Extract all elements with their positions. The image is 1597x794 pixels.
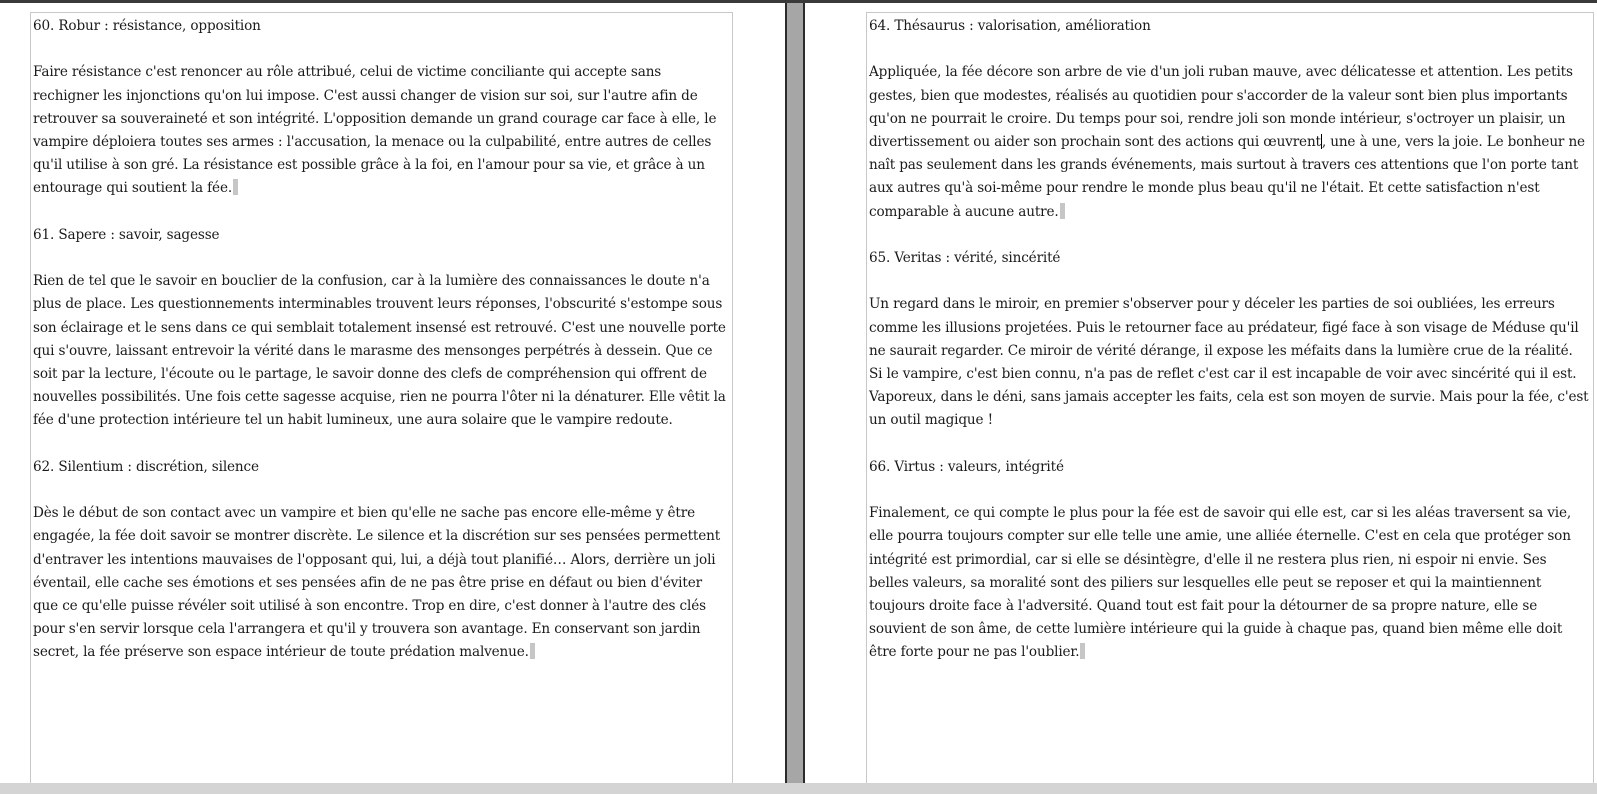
section-paragraph[interactable]: Un regard dans le miroir, en premier s'observer pour y déceler les parties de soi oubliées, les erreurs comme les illusions projetées. Puis le retourner face au prédateur, figé face à son visage de Méduse qu'il ne saurait regarder. Ce miroir de vérité dérange, il expose les méfaits dans la lumière crue de la réalité. Si le vampire, c'est bien connu, n'a pas de reflet c'est car il est incapable de voir avec sincérité qui il est. Vaporeux, dans le déni, sans jamais accepter les faits, cela est son moyen de survie. Mais pour la fée, c'est un outil magique ! [869, 296, 1589, 429]
section-paragraph[interactable] [869, 61, 1589, 223]
section-heading: 60. Robur : résistance, opposition [33, 18, 261, 34]
section-paragraph[interactable] [869, 502, 1589, 664]
bottom-scrollbar-area[interactable] [0, 783, 1597, 794]
page-right-text[interactable] [869, 15, 1589, 665]
section-heading: 64. Thésaurus : valorisation, amélioration [869, 18, 1151, 34]
paragraph-text: , une à une, vers la joie. Le bonheur ne naît pas seulement dans les grands événements, mais surtout à travers ces attentions que l'on porte tant aux autres qu'à soi-même pour rendre le monde plus beau qu'il ne l'était. Et cette satisfaction n'est comparable à aucune autre. [869, 134, 1585, 220]
paragraph-mark [233, 179, 238, 195]
paragraph-mark [530, 643, 535, 659]
document-pane-left[interactable] [0, 3, 785, 783]
paragraph-text: Faire résistance c'est renoncer au rôle attribué, celui de victime conciliante qui accepte sans rechigner les injonctions qu'on lui impose. C'est aussi changer de vision sur soi, sur l'autre afin de retrouver sa souveraineté et son intégrité. L'opposition demande un grand courage car face à elle, le vampire déploiera toutes ses armes : l'accusation, la menace ou la culpabilité, entre autres de celles qu'il utilise à son gré. La résistance est possible grâce à la foi, en l'amour pour sa vie, et grâce à un entourage qui soutient la fée. [33, 64, 717, 197]
paragraph-text: Dès le début de son contact avec un vampire et bien qu'elle ne sache pas encore elle-même y être engagée, la fée doit savoir se montrer discrète. Le silence et la discrétion sur ses pensées permettent d'entraver les intentions mauvaises de l'opposant qui, lui, a déjà tout planifié… Alors, derrière un joli éventail, elle cache ses émotions et ses pensées afin de ne pas être prise en défaut ou bien d'éviter que ce qu'elle puisse révéler soit utilisé à son encontre. Trop en dire, c'est donner à l'autre des clés pour s'en servir lorsque cela l'arrangera et qu'il y trouvera son avantage. En conservant son jardin secret, la fée préserve son espace intérieur de toute prédation malvenue. [33, 505, 721, 661]
document-pane-right[interactable] [805, 3, 1597, 783]
section-paragraph[interactable] [33, 61, 729, 200]
page-right[interactable] [866, 12, 1594, 783]
section-paragraph[interactable]: Rien de tel que le savoir en bouclier de la confusion, car à la lumière des connaissances le doute n'a plus de place. Les questionnements interminables trouvent leurs réponses, l'obscurité s'estompe sous son éclairage et le sens dans ce qui semblait totalement insensé est retrouvé. C'est une nouvelle porte qui s'ouvre, laissant entrevoir la vérité dans le marasme des mensonges perpétrés à dessein. Que ce soit par la lecture, l'écoute ou le partage, le savoir donne des clefs de compréhension qui offrent de nouvelles possibilités. Une fois cette sagesse acquise, rien ne pourra l'ôter ni la dénaturer. Elle vêtit la fée d'une protection intérieure tel un habit lumineux, une aura solaire que le vampire redoute. [33, 273, 726, 429]
paragraph-text: Finalement, ce qui compte le plus pour la fée est de savoir qui elle est, car si les aléas traversent sa vie, elle pourra toujours compter sur elle telle une amie, une alliée éternelle. C'est en cela que protéger son intégrité est primordial, car si elle se désintègre, d'elle il ne restera plus rien, ni espoir ni envie. Ses belles valeurs, sa moralité sont des piliers sur lesquelles elle peut se reposer et qui la maintiennent toujours droite face à l'adversité. Quand tout est fait pour la détourner de sa propre nature, elle se souvient de son âme, de cette lumière intérieure qui la guide à chaque pas, quand bien même elle doit être forte pour ne pas l'oublier. [869, 505, 1572, 661]
page-left-text[interactable] [33, 15, 729, 665]
pane-splitter[interactable] [785, 3, 805, 783]
paragraph-mark [1080, 643, 1085, 659]
section-heading: 61. Sapere : savoir, sagesse [33, 226, 220, 243]
section-heading: 66. Virtus : valeurs, intégrité [869, 458, 1064, 475]
section-heading: 62. Silentium : discrétion, silence [33, 458, 259, 475]
paragraph-text: Appliquée, la fée décore son arbre de vie d'un joli ruban mauve, avec délicatesse et attention. Les petits gestes, bien que modestes, réalisés au quotidien pour s'accorder de la valeur sont bien plus importants qu'on ne pourrait le croire. Du temps pour soi, rendre joli son monde intérieur, s'octroyer un plaisir, un divertissement ou aider son prochain sont des actions qui œuvrent [869, 64, 1573, 150]
page-left[interactable] [30, 12, 733, 783]
section-heading: 65. Veritas : vérité, sincérité [869, 250, 1061, 266]
section-paragraph[interactable] [33, 502, 729, 664]
paragraph-mark [1060, 203, 1065, 219]
